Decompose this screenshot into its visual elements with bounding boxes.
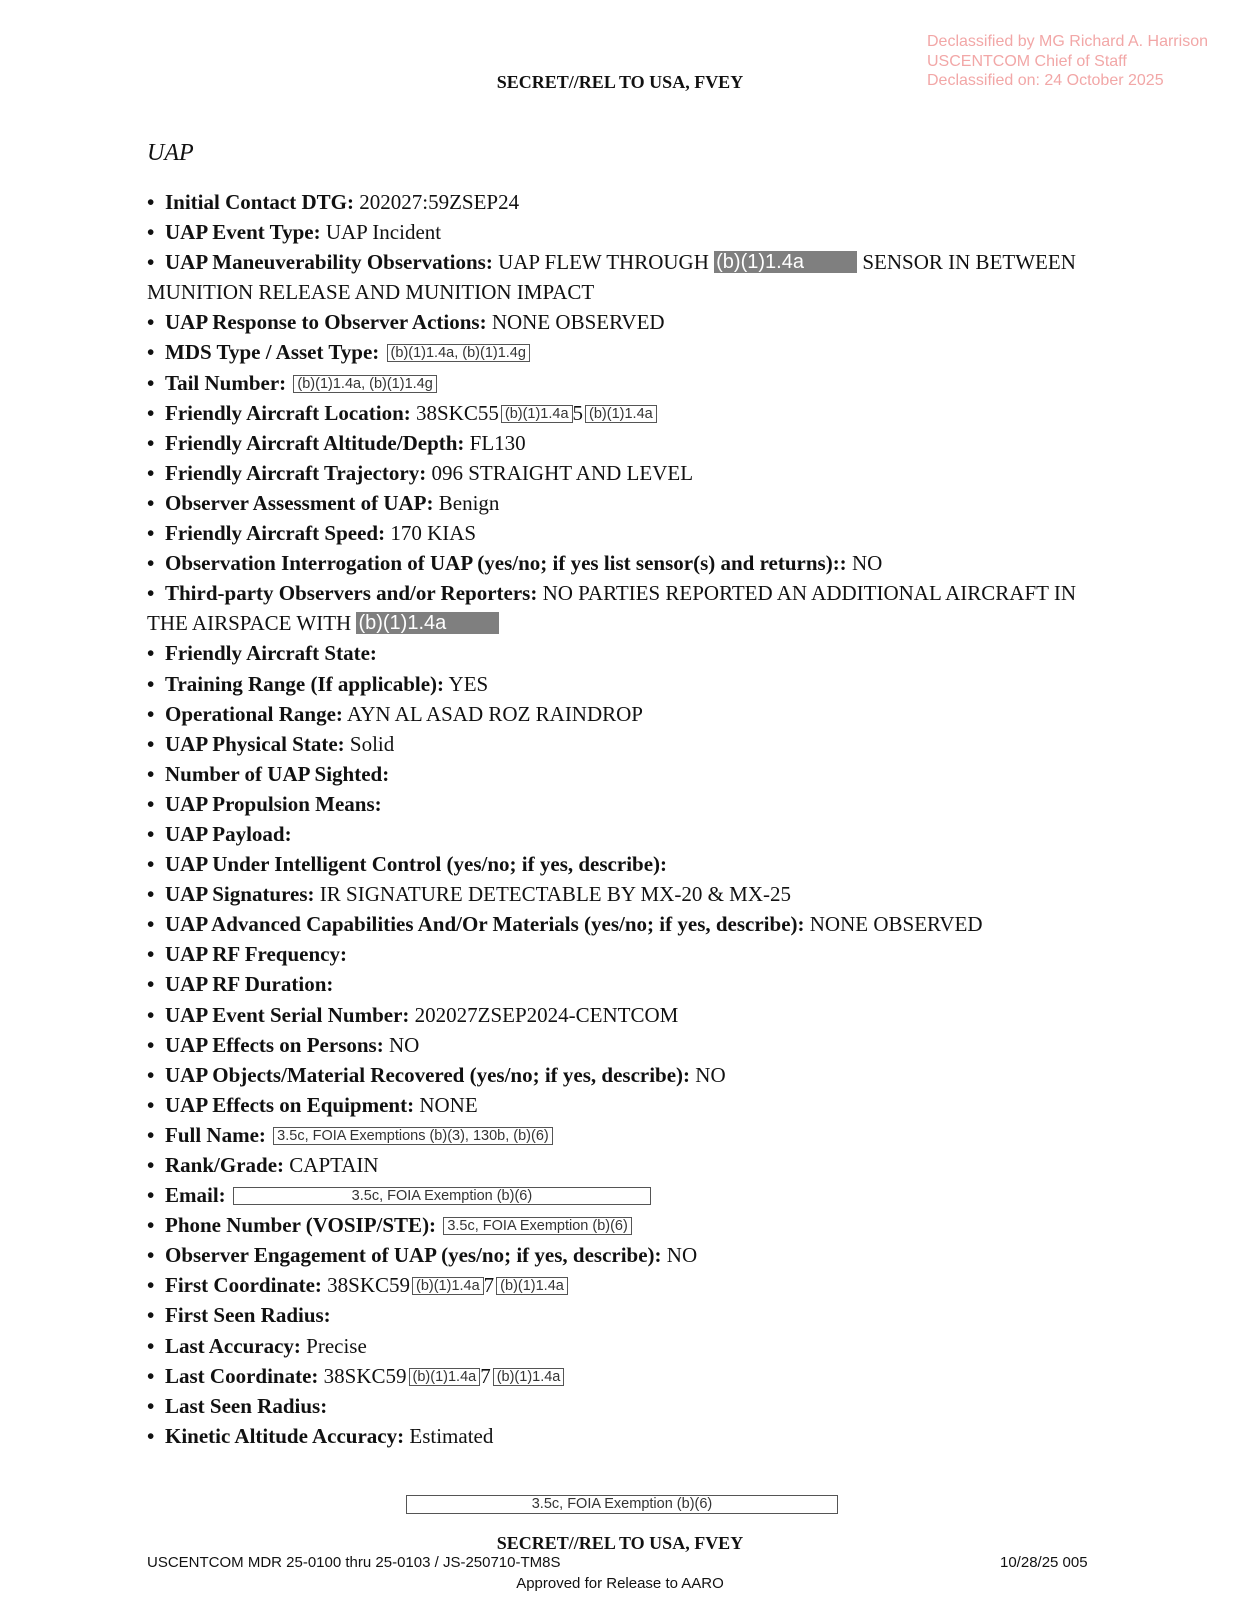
bullet: • [147, 490, 155, 515]
bullet: • [147, 1092, 155, 1117]
field-label: UAP Signatures: [165, 882, 315, 907]
field-value: FL130 [469, 430, 526, 455]
bullet: • [147, 1213, 155, 1238]
report-field [147, 1300, 1087, 1330]
bullet: • [147, 250, 155, 275]
report-field [147, 187, 1087, 217]
report-field [147, 548, 1087, 578]
bullet: • [147, 1243, 155, 1268]
bullet: • [147, 400, 155, 425]
report-field [147, 1391, 1087, 1421]
bullet: • [147, 1303, 155, 1328]
field-label: UAP RF Frequency: [165, 942, 347, 967]
report-field [147, 428, 1087, 458]
field-label: UAP Propulsion Means: [165, 791, 382, 816]
field-value: NO PARTIES REPORTED AN ADDITIONAL AIRCRAFT IN THE AIRSPACE WITH [147, 581, 1076, 636]
field-value: UAP Incident [325, 220, 442, 245]
report-field [147, 699, 1087, 729]
field-value: NO [388, 1032, 420, 1057]
field-value: 38SKC59 [327, 1273, 410, 1298]
redaction-box: (b)(1)1.4a [585, 405, 657, 423]
bullet: • [147, 671, 155, 696]
report-field [147, 1000, 1087, 1030]
field-value: 38SKC55 [416, 400, 499, 425]
bullet: • [147, 1032, 155, 1057]
report-field [147, 638, 1087, 668]
field-label: Friendly Aircraft Location: [165, 400, 411, 425]
bullet: • [147, 1062, 155, 1087]
report-field [147, 1331, 1087, 1361]
field-label: UAP Event Type: [165, 220, 321, 245]
report-field [147, 1240, 1087, 1270]
field-label: Friendly Aircraft Trajectory: [165, 460, 427, 485]
field-label: UAP Physical State: [165, 731, 345, 756]
redaction-box: 3.5c, FOIA Exemption (b)(6) [443, 1217, 632, 1235]
report-field [147, 398, 1087, 428]
field-label: Kinetic Altitude Accuracy: [165, 1423, 405, 1448]
bullet: • [147, 852, 155, 877]
field-value: Solid [349, 731, 395, 756]
report-field [147, 729, 1087, 759]
field-label: Friendly Aircraft State: [165, 641, 377, 666]
release-approval-note: Approved for Release to AARO [516, 1575, 724, 1592]
field-label: Observer Engagement of UAP (yes/no; if yes, describe): [165, 1243, 662, 1268]
redaction-box: (b)(1)1.4a [496, 1277, 568, 1295]
bullet: • [147, 821, 155, 846]
report-field [147, 1421, 1087, 1451]
field-value: 202027ZSEP2024-CENTCOM [414, 1002, 679, 1027]
field-label: UAP Effects on Equipment: [165, 1092, 415, 1117]
stamp-line-date: Declassified on: 24 October 2025 [927, 72, 1164, 89]
redaction-box: (b)(1)1.4a, (b)(1)1.4g [293, 375, 436, 393]
report-field [147, 1361, 1087, 1391]
redaction-box: (b)(1)1.4a [493, 1368, 565, 1386]
report-field [147, 909, 1087, 939]
bullet: • [147, 761, 155, 786]
redaction-block: (b)(1)1.4a [356, 612, 499, 634]
classification-footer: SECRET//REL TO USA, FVEY [496, 1533, 744, 1553]
report-field [147, 939, 1087, 969]
report-field [147, 488, 1087, 518]
bullet: • [147, 972, 155, 997]
field-value: Benign [438, 490, 500, 515]
redaction-box: (b)(1)1.4a, (b)(1)1.4g [387, 344, 530, 362]
field-label: Last Seen Radius: [165, 1393, 328, 1418]
field-value-continued: 7 [483, 1273, 495, 1298]
field-label: Observation Interrogation of UAP (yes/no; if yes list sensor(s) and returns):: [165, 551, 847, 576]
field-label: UAP Maneuverability Observations: [165, 250, 493, 275]
report-field [147, 1030, 1087, 1060]
field-label: Friendly Aircraft Speed: [165, 521, 386, 546]
field-value: AYN AL ASAD ROZ RAINDROP [347, 701, 643, 726]
footer-redaction-box: 3.5c, FOIA Exemption (b)(6) [406, 1495, 838, 1514]
bullet: • [147, 942, 155, 967]
classification-header: SECRET//REL TO USA, FVEY [496, 72, 744, 92]
bullet: • [147, 1393, 155, 1418]
field-label: Friendly Aircraft Altitude/Depth: [165, 430, 465, 455]
field-value: Estimated [409, 1423, 494, 1448]
bullet: • [147, 1153, 155, 1177]
bullet: • [147, 551, 155, 576]
field-value: 202027:59ZSEP24 [359, 190, 520, 214]
document-id: USCENTCOM MDR 25-0100 thru 25-0103 / JS-250710-TM8S [147, 1554, 561, 1571]
report-field [147, 789, 1087, 819]
bullet: • [147, 460, 155, 485]
bullet: • [147, 1002, 155, 1027]
report-field [147, 578, 1087, 638]
bullet: • [147, 1183, 155, 1208]
field-value: 096 STRAIGHT AND LEVEL [431, 460, 694, 485]
field-value: UAP FLEW THROUGH [498, 250, 709, 275]
field-label: Initial Contact DTG: [165, 190, 354, 214]
field-label: UAP Effects on Persons: [165, 1032, 384, 1057]
field-label: Last Accuracy: [165, 1333, 301, 1358]
report-field [147, 669, 1087, 699]
field-label: UAP Advanced Capabilities And/Or Materials (yes/no; if yes, describe): [165, 912, 805, 937]
field-label: Tail Number: [165, 370, 287, 395]
bullet: • [147, 430, 155, 455]
bullet: • [147, 1363, 155, 1388]
field-value: YES [448, 671, 489, 696]
bullet: • [147, 731, 155, 756]
field-label: Observer Assessment of UAP: [165, 490, 434, 515]
field-value-continued: SENSOR IN BETWEEN MUNITION RELEASE AND MUNITION IMPACT [147, 250, 1076, 305]
redaction-box: (b)(1)1.4a [501, 405, 573, 423]
bullet: • [147, 190, 155, 214]
bullet: • [147, 340, 155, 365]
page-stamp: 10/28/25 005 [1000, 1554, 1088, 1571]
report-field [147, 1150, 1087, 1180]
stamp-line-declassified-by: Declassified by MG Richard A. Harrison [927, 33, 1208, 50]
bullet: • [147, 882, 155, 907]
field-value: NO [695, 1062, 726, 1087]
redaction-box: (b)(1)1.4a [412, 1277, 484, 1295]
bullet: • [147, 1423, 155, 1448]
field-value: NONE OBSERVED [809, 912, 983, 937]
report-field [147, 368, 1087, 398]
report-field [147, 819, 1087, 849]
field-label: Last Coordinate: [165, 1363, 319, 1388]
bullet: • [147, 521, 155, 546]
field-label: MDS Type / Asset Type: [165, 340, 380, 365]
field-label: UAP Payload: [165, 821, 292, 846]
field-label: Phone Number (VOSIP/STE): [165, 1213, 437, 1238]
report-field [147, 1060, 1087, 1090]
bullet: • [147, 370, 155, 395]
field-value: IR SIGNATURE DETECTABLE BY MX-20 & MX-25 [319, 882, 791, 907]
section-title: UAP [147, 140, 194, 166]
field-label: UAP Response to Observer Actions: [165, 310, 487, 335]
report-field [147, 518, 1087, 548]
field-label: UAP Under Intelligent Control (yes/no; if yes, describe): [165, 852, 668, 877]
field-value: NONE OBSERVED [491, 310, 665, 335]
field-label: Training Range (If applicable): [165, 671, 445, 696]
field-value: NONE [419, 1092, 478, 1117]
report-field [147, 337, 1087, 367]
report-field [147, 759, 1087, 789]
field-value: CAPTAIN [289, 1153, 379, 1177]
field-label: UAP RF Duration: [165, 972, 334, 997]
field-value-continued: 5 [572, 400, 584, 425]
redaction-box: 3.5c, FOIA Exemptions (b)(3), 130b, (b)(6) [273, 1127, 553, 1145]
bullet: • [147, 1273, 155, 1298]
field-value-continued: 7 [480, 1363, 491, 1388]
bullet: • [147, 220, 155, 245]
uap-report-field-list [147, 187, 1087, 1451]
report-field [147, 217, 1087, 247]
report-field [147, 879, 1087, 909]
field-value: Precise [306, 1333, 367, 1358]
bullet: • [147, 581, 155, 606]
field-label: Number of UAP Sighted: [165, 761, 390, 786]
report-field [147, 849, 1087, 879]
field-value: 38SKC59 [323, 1363, 407, 1388]
field-value: 170 KIAS [390, 521, 477, 546]
bullet: • [147, 1333, 155, 1358]
report-field [147, 1090, 1087, 1120]
report-field [147, 458, 1087, 488]
field-label: UAP Event Serial Number: [165, 1002, 410, 1027]
bullet: • [147, 310, 155, 335]
field-value: NO [851, 551, 883, 576]
bullet: • [147, 912, 155, 937]
report-field [147, 969, 1087, 999]
bullet: • [147, 1122, 155, 1147]
field-label: First Coordinate: [165, 1273, 322, 1298]
report-field [147, 307, 1087, 337]
field-label: Full Name: [165, 1122, 266, 1147]
field-label: Rank/Grade: [165, 1153, 285, 1177]
field-label: UAP Objects/Material Recovered (yes/no; if yes, describe): [165, 1062, 691, 1087]
field-label: Third-party Observers and/or Reporters: [165, 581, 538, 606]
field-label: Email: [165, 1183, 226, 1208]
redaction-box: 3.5c, FOIA Exemption (b)(6) [233, 1187, 651, 1205]
bullet: • [147, 701, 155, 726]
report-field [147, 247, 1087, 307]
bullet: • [147, 641, 155, 666]
redaction-box: (b)(1)1.4a [409, 1368, 481, 1386]
report-field [147, 1180, 1087, 1210]
field-label: Operational Range: [165, 701, 343, 726]
field-label: First Seen Radius: [165, 1303, 331, 1328]
report-field [147, 1210, 1087, 1240]
field-value: NO [666, 1243, 698, 1268]
redaction-block: (b)(1)1.4a [714, 251, 857, 273]
report-field [147, 1120, 1087, 1150]
report-field [147, 1270, 1087, 1300]
stamp-line-title: USCENTCOM Chief of Staff [927, 52, 1127, 70]
bullet: • [147, 791, 155, 816]
